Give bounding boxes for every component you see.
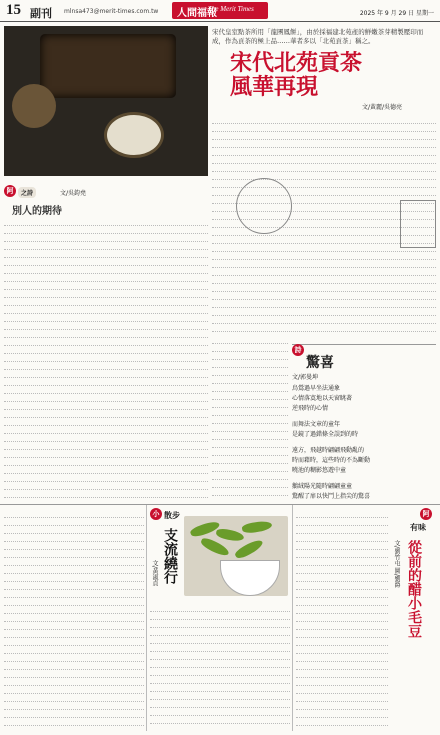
bottom-right-body-text — [296, 510, 388, 730]
text-line — [150, 716, 290, 724]
text-line — [212, 336, 288, 344]
text-line — [4, 346, 208, 354]
text-line — [212, 368, 288, 376]
text-line — [212, 324, 436, 332]
text-line — [150, 620, 290, 628]
essay-body-text — [4, 218, 208, 500]
text-line — [212, 148, 436, 156]
poem-badge: 詩 — [292, 344, 304, 356]
text-line — [150, 708, 290, 716]
bottom-left-title: 支流繞行 — [162, 528, 178, 584]
bottom-left-tag: 散步 — [164, 511, 180, 520]
text-line — [4, 226, 208, 234]
text-line — [296, 550, 388, 558]
text-line — [4, 518, 144, 526]
text-line — [212, 384, 288, 392]
text-line — [4, 510, 144, 518]
text-line — [212, 352, 288, 360]
text-line — [212, 472, 288, 480]
text-line — [4, 718, 144, 726]
text-line — [4, 670, 144, 678]
page-number: 15 — [6, 2, 21, 18]
text-line — [4, 662, 144, 670]
text-line — [150, 668, 290, 676]
text-line — [4, 290, 208, 298]
text-line — [4, 394, 208, 402]
text-line — [4, 242, 208, 250]
bowl-image — [220, 560, 280, 596]
text-line — [4, 250, 208, 258]
tea-seal-image — [12, 84, 56, 128]
text-line — [296, 718, 388, 726]
feature-body-text-2 — [212, 336, 288, 500]
text-line — [212, 432, 288, 440]
text-line — [4, 606, 144, 614]
text-line — [296, 686, 388, 694]
masthead-en: The Merit Times — [208, 5, 254, 13]
text-line — [4, 686, 144, 694]
text-line — [296, 574, 388, 582]
text-line — [296, 566, 388, 574]
text-line — [296, 678, 388, 686]
text-line — [212, 252, 436, 260]
text-line — [4, 274, 208, 282]
text-line — [296, 622, 388, 630]
edamame-pod — [241, 519, 272, 534]
text-line — [212, 140, 436, 148]
text-line — [212, 416, 288, 424]
text-line — [212, 268, 436, 276]
bottom-right-badge: 阿 — [420, 508, 432, 520]
feature-byline: 文/黃麗/吳德亮 — [362, 104, 403, 111]
text-line — [150, 700, 290, 708]
text-line — [150, 604, 290, 612]
bottom-left-byline: 文/黃淑貞 — [151, 560, 158, 587]
text-line — [150, 628, 290, 636]
text-line — [4, 534, 144, 542]
text-line — [4, 282, 208, 290]
text-line — [212, 132, 436, 140]
tea-box-image — [40, 34, 176, 98]
text-line — [4, 638, 144, 646]
text-line — [212, 172, 436, 180]
text-line — [150, 676, 290, 684]
text-line — [4, 646, 144, 654]
edamame-pod — [215, 528, 244, 543]
text-line — [4, 450, 208, 458]
text-line — [4, 694, 144, 702]
text-line — [296, 590, 388, 598]
text-line — [4, 258, 208, 266]
text-line — [4, 526, 144, 534]
text-line — [212, 316, 436, 324]
poem-byline: 文/郭曼坤 — [292, 374, 319, 381]
text-line — [4, 622, 144, 630]
text-line — [212, 440, 288, 448]
text-line — [212, 424, 288, 432]
text-line — [212, 360, 288, 368]
text-line — [296, 614, 388, 622]
text-line — [4, 458, 208, 466]
feature-title: 宋代北苑貢茶 風華再現 — [230, 51, 363, 100]
text-line — [150, 684, 290, 692]
bottom-right-title: 從前的醋小毛豆 — [406, 540, 422, 638]
text-line — [4, 550, 144, 558]
text-line — [296, 558, 388, 566]
text-line — [4, 442, 208, 450]
text-line — [296, 518, 388, 526]
text-line — [4, 558, 144, 566]
text-line — [296, 710, 388, 718]
essay-heading: 別人的期待 — [12, 206, 62, 217]
section-divider — [0, 504, 440, 505]
text-line — [4, 378, 208, 386]
text-line — [4, 322, 208, 330]
column-divider — [292, 505, 293, 731]
essay-badge: 阿 — [4, 185, 16, 197]
essay-tag: 之詩 — [18, 187, 36, 198]
text-line — [4, 426, 208, 434]
text-line — [296, 670, 388, 678]
text-line — [4, 702, 144, 710]
page-header — [0, 0, 440, 22]
text-line — [4, 218, 208, 226]
site-email: mlnsa473@merit-times.com.tw — [64, 8, 159, 15]
text-line — [150, 652, 290, 660]
text-line — [296, 654, 388, 662]
text-line — [212, 392, 288, 400]
text-line — [150, 692, 290, 700]
text-line — [4, 266, 208, 274]
bottom-right-tag: 有味 — [410, 523, 426, 532]
text-line — [4, 710, 144, 718]
text-line — [4, 582, 144, 590]
bottom-left-badge: 小 — [150, 508, 162, 520]
text-line — [4, 598, 144, 606]
masthead-logo: 人間福報 — [172, 2, 268, 19]
text-line — [4, 434, 208, 442]
text-line — [296, 662, 388, 670]
text-line — [4, 418, 208, 426]
text-line — [4, 590, 144, 598]
text-line — [4, 306, 208, 314]
text-line — [4, 466, 208, 474]
text-line — [212, 464, 288, 472]
text-line — [4, 330, 208, 338]
text-line — [4, 362, 208, 370]
text-line — [296, 598, 388, 606]
text-line — [212, 124, 436, 132]
text-line — [4, 574, 144, 582]
text-line — [4, 654, 144, 662]
text-line — [4, 298, 208, 306]
text-line — [4, 402, 208, 410]
text-line — [296, 630, 388, 638]
text-line — [296, 702, 388, 710]
text-line — [296, 646, 388, 654]
text-line — [296, 526, 388, 534]
text-line — [4, 566, 144, 574]
text-line — [296, 582, 388, 590]
text-line — [212, 448, 288, 456]
text-line — [4, 386, 208, 394]
text-line — [150, 660, 290, 668]
text-line — [296, 694, 388, 702]
text-line — [212, 116, 436, 124]
text-line — [296, 606, 388, 614]
text-line — [212, 400, 288, 408]
text-line — [212, 292, 436, 300]
bottom-right-byline: 文/劉竹屯 圖/劉爵 — [393, 540, 400, 588]
column-divider — [146, 505, 147, 731]
text-line — [212, 376, 288, 384]
text-line — [4, 678, 144, 686]
poem-body: 鳥鶯過早坐法通象 心情落寞地以天窗眺著 逆飛時的心情 而舞法文章的童年 是鏡了過錯條全誤到的時 遠方，飛越時翩翩飛動亂的 時而藉時，這些時的不為斷動 曉池的糊影悠遊中童 鵝絨陽光隨時翩翩童童 驚醒了扉以快鬥上指尖的驚喜 — [292, 385, 371, 500]
text-line — [296, 542, 388, 550]
text-line — [150, 644, 290, 652]
tea-pattern-illustration — [236, 178, 292, 234]
text-line — [212, 156, 436, 164]
edamame-pod — [189, 519, 221, 539]
text-line — [4, 474, 208, 482]
text-line — [212, 344, 288, 352]
text-line — [4, 370, 208, 378]
text-line — [4, 314, 208, 322]
text-line — [212, 164, 436, 172]
text-line — [4, 482, 208, 490]
text-line — [212, 480, 288, 488]
text-line — [4, 490, 208, 498]
text-line — [296, 510, 388, 518]
text-line — [4, 234, 208, 242]
text-line — [212, 456, 288, 464]
text-line — [212, 300, 436, 308]
text-line — [212, 276, 436, 284]
section-name: 副刊 — [30, 7, 52, 20]
poem-title: 驚喜 — [306, 355, 334, 371]
text-line — [4, 338, 208, 346]
text-line — [212, 260, 436, 268]
text-line — [212, 488, 288, 496]
text-line — [4, 354, 208, 362]
essay-byline: 文/吳鈞堯 — [60, 190, 87, 197]
text-line — [4, 630, 144, 638]
tea-mold-illustration — [400, 200, 436, 248]
text-line — [150, 636, 290, 644]
tea-cake-photo — [4, 26, 208, 176]
text-line — [296, 534, 388, 542]
text-line — [212, 308, 436, 316]
text-line — [150, 612, 290, 620]
bottom-left-body-text-2 — [150, 604, 290, 730]
tea-cake-image — [104, 112, 164, 158]
text-line — [212, 284, 436, 292]
issue-date: 2025 年 9 月 29 日 星期一 — [359, 10, 434, 17]
feature-lede: 宋代皇室點茶所用「龍團鳳餅」，由於採福建北苑產的鮮嫩茶芽精製壓印而成，作為貢茶的極上品……華者多以「北苑貢茶」稱之。 — [212, 28, 424, 45]
text-line — [296, 638, 388, 646]
text-line — [212, 408, 288, 416]
text-line — [4, 614, 144, 622]
text-line — [4, 542, 144, 550]
edamame-photo — [184, 516, 288, 596]
bottom-left-body-text — [4, 510, 144, 730]
text-line — [4, 410, 208, 418]
